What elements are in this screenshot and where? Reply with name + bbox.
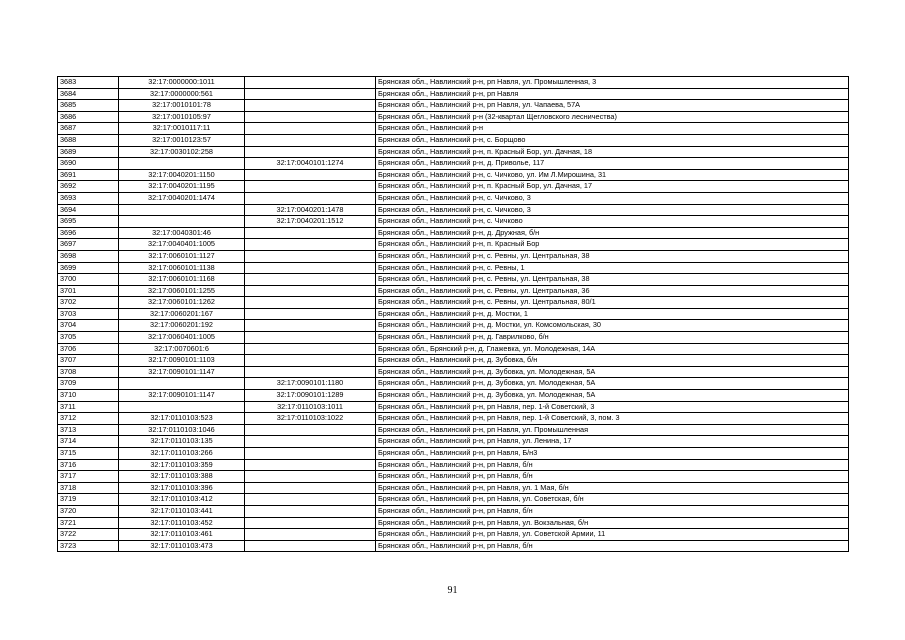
related-cadastral-number-cell: 32:17:0040201:1512	[245, 216, 376, 228]
table-row	[58, 390, 849, 402]
cadastral-number-cell: 32:17:0110103:396	[119, 482, 245, 494]
address-cell: Брянская обл., Навлинский р-н, рп Навля, б/н	[376, 540, 849, 552]
cadastral-number-cell: 32:17:0060101:1168	[119, 274, 245, 286]
related-cadastral-number-cell	[245, 88, 376, 100]
address-cell: Брянская обл., Навлинский р-н, д. Зубовка, ул. Молодежная, 5А	[376, 390, 849, 402]
address-cell: Брянская обл., Навлинский р-н, рп Навля, ул. Советская, б/н	[376, 494, 849, 506]
cadastral-number-cell: 32:17:0090101:1147	[119, 366, 245, 378]
row-number-cell: 3685	[58, 100, 119, 112]
cadastral-number-cell: 32:17:0060101:1138	[119, 262, 245, 274]
address-cell: Брянская обл., Навлинский р-н, рп Навля, Б/н3	[376, 448, 849, 460]
cadastral-number-cell: 32:17:0110103:523	[119, 413, 245, 425]
related-cadastral-number-cell	[245, 471, 376, 483]
address-cell: Брянская обл., Навлинский р-н, д. Зубовка, б/н	[376, 355, 849, 367]
related-cadastral-number-cell	[245, 192, 376, 204]
table-row	[58, 308, 849, 320]
row-number-cell: 3706	[58, 343, 119, 355]
address-cell: Брянская обл., Навлинский р-н, д. Приволье, 117	[376, 158, 849, 170]
row-number-cell: 3710	[58, 390, 119, 402]
cadastral-number-cell: 32:17:0010105:97	[119, 111, 245, 123]
address-cell: Брянская обл., Навлинский р-н, п. Красный Бор, ул. Дачная, 17	[376, 181, 849, 193]
cadastral-number-cell: 32:17:0090101:1103	[119, 355, 245, 367]
row-number-cell: 3697	[58, 239, 119, 251]
related-cadastral-number-cell: 32:17:0040201:1478	[245, 204, 376, 216]
address-cell: Брянская обл., Навлинский р-н, рп Навля, пер. 1-й Советский, 3	[376, 401, 849, 413]
cadastral-number-cell: 32:17:0090101:1147	[119, 390, 245, 402]
page-number: 91	[447, 585, 458, 596]
address-cell: Брянская обл., Навлинский р-н, с. Ревны, ул. Центральная, 38	[376, 274, 849, 286]
row-number-cell: 3700	[58, 274, 119, 286]
table-body	[58, 77, 849, 552]
row-number-cell: 3704	[58, 320, 119, 332]
related-cadastral-number-cell	[245, 77, 376, 89]
table-row	[58, 297, 849, 309]
related-cadastral-number-cell: 32:17:0040101:1274	[245, 158, 376, 170]
table-row	[58, 471, 849, 483]
related-cadastral-number-cell	[245, 320, 376, 332]
table-row	[58, 424, 849, 436]
row-number-cell: 3689	[58, 146, 119, 158]
address-cell: Брянская обл., Навлинский р-н, с. Чичково, 3	[376, 192, 849, 204]
related-cadastral-number-cell	[245, 308, 376, 320]
row-number-cell: 3709	[58, 378, 119, 390]
cadastral-number-cell: 32:17:0040201:1474	[119, 192, 245, 204]
address-cell: Брянская обл., Навлинский р-н, д. Мостки, 1	[376, 308, 849, 320]
cadastral-number-cell: 32:17:0060101:1262	[119, 297, 245, 309]
related-cadastral-number-cell	[245, 343, 376, 355]
related-cadastral-number-cell	[245, 111, 376, 123]
address-cell: Брянская обл., Навлинский р-н, с. Чичково	[376, 216, 849, 228]
row-number-cell: 3715	[58, 448, 119, 460]
related-cadastral-number-cell	[245, 297, 376, 309]
related-cadastral-number-cell: 32:17:0110103:1011	[245, 401, 376, 413]
cadastral-number-cell: 32:17:0110103:135	[119, 436, 245, 448]
table-row	[58, 436, 849, 448]
cadastral-number-cell: 32:17:0060101:1127	[119, 250, 245, 262]
row-number-cell: 3686	[58, 111, 119, 123]
row-number-cell: 3698	[58, 250, 119, 262]
related-cadastral-number-cell	[245, 262, 376, 274]
row-number-cell: 3721	[58, 517, 119, 529]
table-row	[58, 88, 849, 100]
address-cell: Брянская обл., Навлинский р-н, с. Ревны, ул. Центральная, 80/1	[376, 297, 849, 309]
table-row	[58, 366, 849, 378]
cadastral-number-cell: 32:17:0000000:1011	[119, 77, 245, 89]
address-cell: Брянская обл., Навлинский р-н, с. Чичково, 3	[376, 204, 849, 216]
table-row	[58, 517, 849, 529]
address-cell: Брянская обл., Навлинский р-н (32-квартал Щегловского лесничества)	[376, 111, 849, 123]
related-cadastral-number-cell	[245, 459, 376, 471]
table-row	[58, 250, 849, 262]
table-row	[58, 181, 849, 193]
table-row	[58, 448, 849, 460]
related-cadastral-number-cell	[245, 436, 376, 448]
table-row	[58, 169, 849, 181]
address-cell: Брянская обл., Навлинский р-н, д. Мостки, ул. Комсомольская, 30	[376, 320, 849, 332]
cadastral-number-cell: 32:17:0000000:561	[119, 88, 245, 100]
related-cadastral-number-cell	[245, 448, 376, 460]
address-cell: Брянская обл., Навлинский р-н, рп Навля	[376, 88, 849, 100]
related-cadastral-number-cell	[245, 540, 376, 552]
table-row	[58, 320, 849, 332]
related-cadastral-number-cell	[245, 482, 376, 494]
cadastral-number-cell: 32:17:0060201:167	[119, 308, 245, 320]
related-cadastral-number-cell	[245, 134, 376, 146]
cadastral-number-cell	[119, 401, 245, 413]
related-cadastral-number-cell	[245, 146, 376, 158]
cadastral-number-cell	[119, 216, 245, 228]
address-cell: Брянская обл., Навлинский р-н, рп Навля, пер. 1-й Советский, 3, пом. 3	[376, 413, 849, 425]
related-cadastral-number-cell: 32:17:0110103:1022	[245, 413, 376, 425]
address-cell: Брянская обл., Навлинский р-н, п. Красный Бор	[376, 239, 849, 251]
row-number-cell: 3703	[58, 308, 119, 320]
related-cadastral-number-cell	[245, 494, 376, 506]
row-number-cell: 3708	[58, 366, 119, 378]
cadastral-number-cell: 32:17:0110103:461	[119, 529, 245, 541]
row-number-cell: 3694	[58, 204, 119, 216]
row-number-cell: 3719	[58, 494, 119, 506]
row-number-cell: 3716	[58, 459, 119, 471]
row-number-cell: 3712	[58, 413, 119, 425]
table-row	[58, 77, 849, 89]
row-number-cell: 3707	[58, 355, 119, 367]
row-number-cell: 3713	[58, 424, 119, 436]
cadastral-number-cell: 32:17:0060401:1005	[119, 332, 245, 344]
table-row	[58, 505, 849, 517]
row-number-cell: 3718	[58, 482, 119, 494]
row-number-cell: 3695	[58, 216, 119, 228]
address-cell: Брянская обл., Навлинский р-н, с. Ревны, 1	[376, 262, 849, 274]
address-cell: Брянская обл., Навлинский р-н, рп Навля, б/н	[376, 459, 849, 471]
cadastral-number-cell: 32:17:0070601:6	[119, 343, 245, 355]
cadastral-number-cell: 32:17:0040301:46	[119, 227, 245, 239]
table-row	[58, 285, 849, 297]
address-cell: Брянская обл., Навлинский р-н, д. Гаврилково, б/н	[376, 332, 849, 344]
related-cadastral-number-cell: 32:17:0090101:1289	[245, 390, 376, 402]
row-number-cell: 3723	[58, 540, 119, 552]
address-cell: Брянская обл., Навлинский р-н, п. Красный Бор, ул. Дачная, 18	[376, 146, 849, 158]
table-row	[58, 158, 849, 170]
address-cell: Брянская обл., Навлинский р-н, рп Навля, б/н	[376, 471, 849, 483]
table-row	[58, 192, 849, 204]
cadastral-number-cell: 32:17:0010101:78	[119, 100, 245, 112]
address-cell: Брянская обл., Навлинский р-н, рп Навля, ул. 1 Мая, б/н	[376, 482, 849, 494]
cadastral-table	[57, 76, 849, 552]
cadastral-number-cell: 32:17:0110103:473	[119, 540, 245, 552]
address-cell: Брянская обл., Навлинский р-н, рп Навля, ул. Вокзальная, б/н	[376, 517, 849, 529]
related-cadastral-number-cell	[245, 424, 376, 436]
related-cadastral-number-cell	[245, 529, 376, 541]
table-row	[58, 482, 849, 494]
address-cell: Брянская обл., Навлинский р-н	[376, 123, 849, 135]
row-number-cell: 3714	[58, 436, 119, 448]
address-cell: Брянская обл., Навлинский р-н, рп Навля, ул. Промышленная, 3	[376, 77, 849, 89]
related-cadastral-number-cell	[245, 169, 376, 181]
row-number-cell: 3692	[58, 181, 119, 193]
address-cell: Брянская обл., Навлинский р-н, рп Навля, б/н	[376, 505, 849, 517]
address-cell: Брянская обл., Навлинский р-н, рп Навля, ул. Ленина, 17	[376, 436, 849, 448]
cadastral-number-cell	[119, 204, 245, 216]
table-row	[58, 216, 849, 228]
related-cadastral-number-cell	[245, 181, 376, 193]
table-row	[58, 134, 849, 146]
table-row	[58, 355, 849, 367]
cadastral-number-cell: 32:17:0060101:1255	[119, 285, 245, 297]
row-number-cell: 3688	[58, 134, 119, 146]
cadastral-number-cell: 32:17:0110103:359	[119, 459, 245, 471]
related-cadastral-number-cell	[245, 227, 376, 239]
cadastral-number-cell: 32:17:0010123:57	[119, 134, 245, 146]
cadastral-number-cell	[119, 158, 245, 170]
related-cadastral-number-cell	[245, 250, 376, 262]
table-row	[58, 123, 849, 135]
address-cell: Брянская обл., Навлинский р-н, с. Ревны, ул. Центральная, 38	[376, 250, 849, 262]
table-row	[58, 239, 849, 251]
related-cadastral-number-cell	[245, 355, 376, 367]
cadastral-number-cell: 32:17:0040401:1005	[119, 239, 245, 251]
address-cell: Брянская обл., Навлинский р-н, с. Борщово	[376, 134, 849, 146]
table-row	[58, 459, 849, 471]
related-cadastral-number-cell	[245, 366, 376, 378]
table-row	[58, 100, 849, 112]
row-number-cell: 3690	[58, 158, 119, 170]
row-number-cell: 3722	[58, 529, 119, 541]
address-cell: Брянская обл., Навлинский р-н, рп Навля, ул. Промышленная	[376, 424, 849, 436]
row-number-cell: 3711	[58, 401, 119, 413]
row-number-cell: 3693	[58, 192, 119, 204]
address-cell: Брянская обл., Навлинский р-н, рп Навля, ул. Советской Армии, 11	[376, 529, 849, 541]
table-row	[58, 378, 849, 390]
cadastral-number-cell: 32:17:0030102:258	[119, 146, 245, 158]
related-cadastral-number-cell	[245, 517, 376, 529]
related-cadastral-number-cell: 32:17:0090101:1180	[245, 378, 376, 390]
row-number-cell: 3720	[58, 505, 119, 517]
table-row	[58, 540, 849, 552]
cadastral-number-cell: 32:17:0110103:441	[119, 505, 245, 517]
cadastral-number-cell: 32:17:0110103:1046	[119, 424, 245, 436]
row-number-cell: 3701	[58, 285, 119, 297]
cadastral-number-cell	[119, 378, 245, 390]
cadastral-number-cell: 32:17:0110103:412	[119, 494, 245, 506]
row-number-cell: 3683	[58, 77, 119, 89]
row-number-cell: 3696	[58, 227, 119, 239]
address-cell: Брянская обл., Навлинский р-н, рп Навля, ул. Чапаева, 57А	[376, 100, 849, 112]
cadastral-number-cell: 32:17:0040201:1150	[119, 169, 245, 181]
address-cell: Брянская обл., Навлинский р-н, с. Ревны, ул. Центральная, 36	[376, 285, 849, 297]
table-row	[58, 262, 849, 274]
table-row	[58, 274, 849, 286]
related-cadastral-number-cell	[245, 239, 376, 251]
row-number-cell: 3691	[58, 169, 119, 181]
row-number-cell: 3717	[58, 471, 119, 483]
cadastral-number-cell: 32:17:0060201:192	[119, 320, 245, 332]
cadastral-number-cell: 32:17:0110103:266	[119, 448, 245, 460]
table-row	[58, 227, 849, 239]
row-number-cell: 3699	[58, 262, 119, 274]
address-cell: Брянская обл., Навлинский р-н, д. Зубовка, ул. Молодежная, 5А	[376, 366, 849, 378]
cadastral-number-cell: 32:17:0040201:1195	[119, 181, 245, 193]
row-number-cell: 3705	[58, 332, 119, 344]
related-cadastral-number-cell	[245, 505, 376, 517]
address-cell: Брянская обл., Брянский р-н, д. Глажевка, ул. Молодежная, 14А	[376, 343, 849, 355]
table-row	[58, 146, 849, 158]
table-row	[58, 332, 849, 344]
related-cadastral-number-cell	[245, 285, 376, 297]
address-cell: Брянская обл., Навлинский р-н, д. Зубовка, ул. Молодежная, 5А	[376, 378, 849, 390]
related-cadastral-number-cell	[245, 332, 376, 344]
table-row	[58, 413, 849, 425]
row-number-cell: 3702	[58, 297, 119, 309]
table-row	[58, 111, 849, 123]
related-cadastral-number-cell	[245, 274, 376, 286]
table-row	[58, 204, 849, 216]
cadastral-number-cell: 32:17:0110103:388	[119, 471, 245, 483]
table-row	[58, 494, 849, 506]
address-cell: Брянская обл., Навлинский р-н, с. Чичково, ул. Им Л.Мирошина, 31	[376, 169, 849, 181]
address-cell: Брянская обл., Навлинский р-н, д. Дружная, б/н	[376, 227, 849, 239]
table-row	[58, 401, 849, 413]
table-row	[58, 343, 849, 355]
row-number-cell: 3687	[58, 123, 119, 135]
related-cadastral-number-cell	[245, 123, 376, 135]
cadastral-number-cell: 32:17:0110103:452	[119, 517, 245, 529]
row-number-cell: 3684	[58, 88, 119, 100]
cadastral-number-cell: 32:17:0010117:11	[119, 123, 245, 135]
related-cadastral-number-cell	[245, 100, 376, 112]
table-row	[58, 529, 849, 541]
